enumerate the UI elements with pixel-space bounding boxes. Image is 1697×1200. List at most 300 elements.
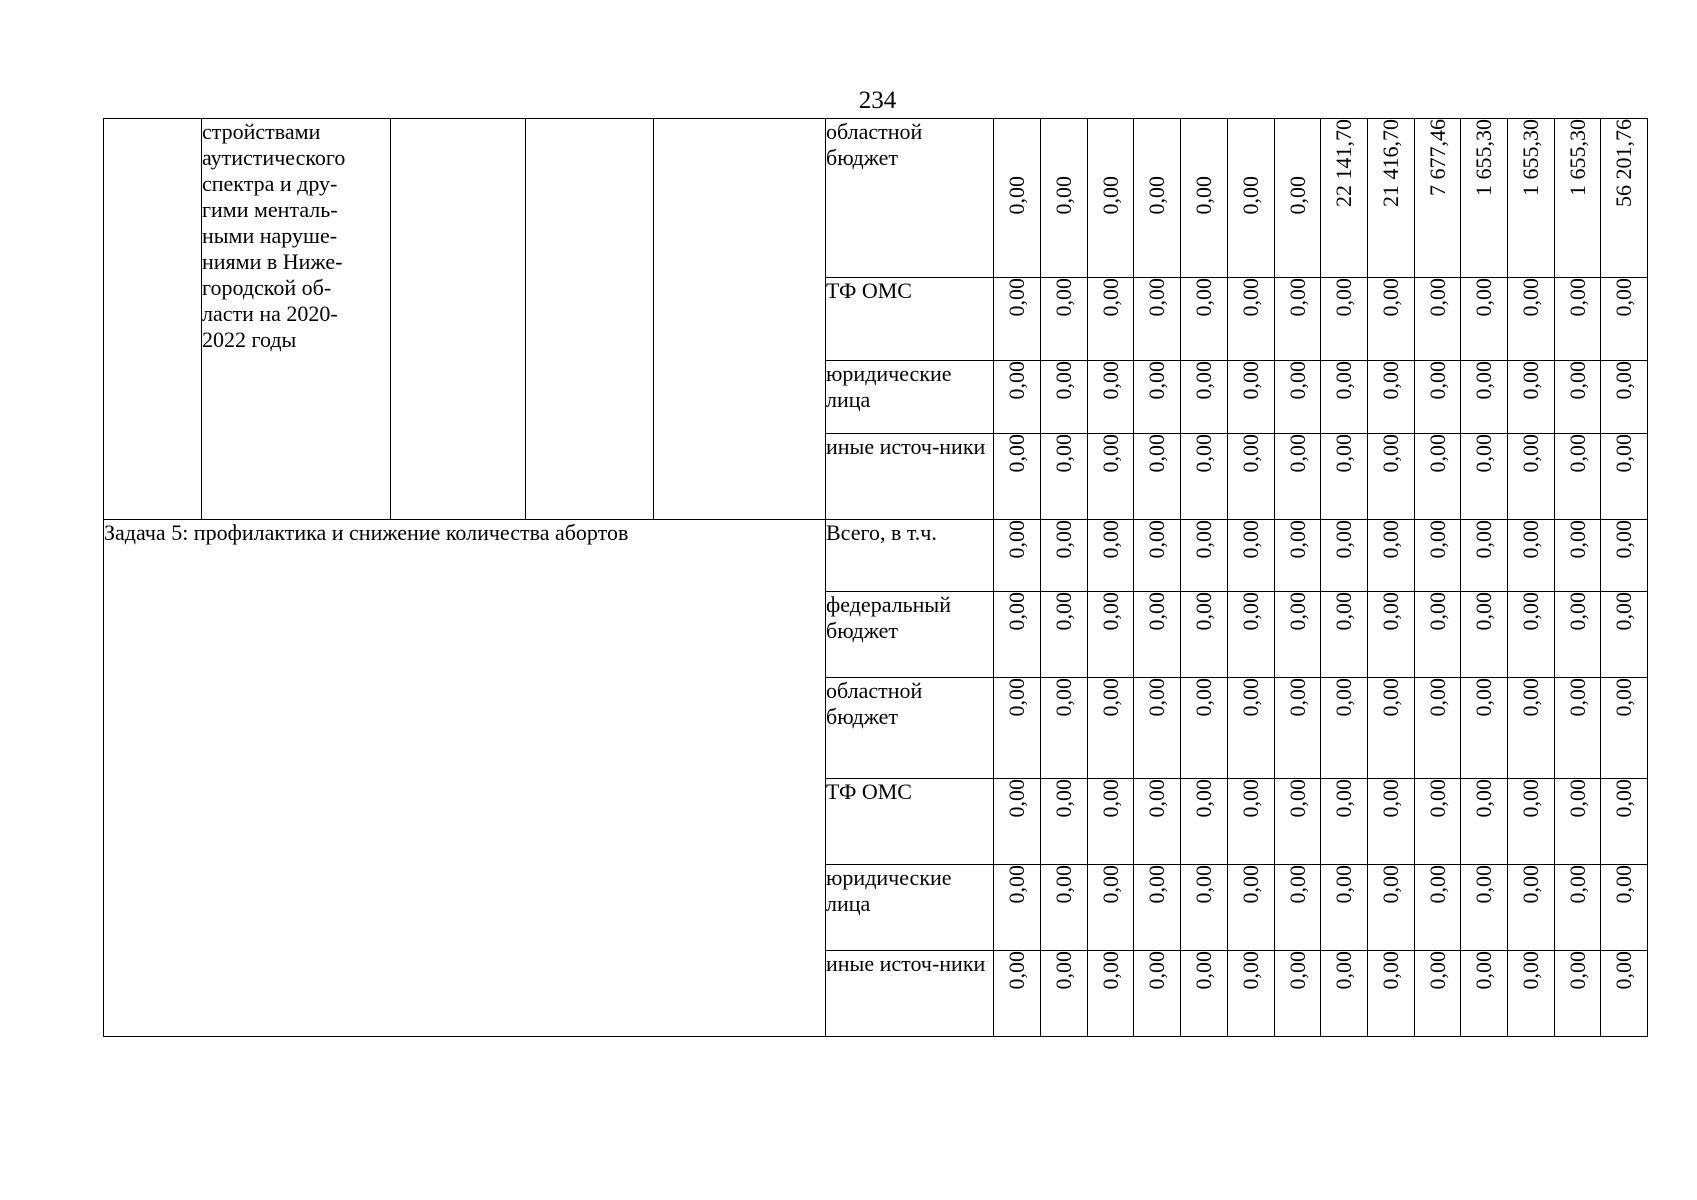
value-text: 0,00 (1378, 865, 1403, 904)
value-cell (1555, 951, 1601, 1037)
value-cell (1275, 779, 1321, 865)
value-cell (1275, 520, 1321, 592)
task-title: Задача 5: профилактика и снижение количества абортов (104, 520, 826, 1037)
value-cell (1041, 119, 1088, 278)
value-text: 0,00 (1518, 434, 1543, 473)
funding-source: иные источ-ники (826, 434, 994, 520)
value-cell (1088, 951, 1134, 1037)
value-text: 0,00 (1097, 951, 1123, 990)
value-cell (1275, 951, 1321, 1037)
value-cell (1461, 278, 1508, 361)
number-cell (104, 119, 202, 520)
value-cell (1321, 951, 1368, 1037)
value-text: 0,00 (1238, 951, 1263, 990)
funding-source: Всего, в т.ч. (826, 520, 994, 592)
value-text: 0,00 (1331, 361, 1356, 400)
value-text: 0,00 (1378, 434, 1403, 473)
value-cell (1508, 361, 1555, 434)
value-text: 0,00 (1051, 175, 1076, 215)
empty-cell (391, 119, 526, 520)
value-text: 0,00 (1004, 520, 1029, 559)
value-cell (1368, 119, 1415, 278)
value-cell (1275, 361, 1321, 434)
value-cell (1368, 951, 1415, 1037)
value-cell (1041, 779, 1088, 865)
value-cell (1134, 779, 1181, 865)
description-line: спектра и дру- (202, 171, 338, 196)
value-text: 0,00 (1004, 434, 1029, 473)
value-text: 0,00 (1238, 592, 1263, 631)
value-cell (1415, 119, 1461, 278)
funding-source: областной бюджет (826, 678, 994, 779)
value-cell (1321, 361, 1368, 434)
value-text: 0,00 (1284, 434, 1310, 473)
value-text: 0,00 (1144, 592, 1169, 631)
value-text: 0,00 (1051, 361, 1076, 400)
value-text: 0,00 (1331, 434, 1356, 473)
value-cell (1275, 119, 1321, 278)
value-cell (1088, 865, 1134, 951)
value-text: 0,00 (1144, 951, 1169, 990)
value-text: 0,00 (1051, 278, 1076, 317)
value-cell (1555, 678, 1601, 779)
value-text: 0,00 (1191, 434, 1216, 473)
value-cell (1601, 434, 1648, 520)
value-text: 0,00 (1004, 592, 1029, 631)
value-text: 0,00 (1004, 278, 1029, 317)
value-text: 0,00 (1004, 951, 1029, 990)
value-cell (1368, 278, 1415, 361)
value-cell (1461, 361, 1508, 434)
value-cell (1134, 520, 1181, 592)
empty-cell (526, 119, 654, 520)
value-text: 0,00 (1518, 951, 1543, 990)
value-cell (1461, 119, 1508, 278)
value-text: 0,00 (1378, 678, 1403, 717)
value-cell (1275, 434, 1321, 520)
value-cell (1041, 278, 1088, 361)
value-cell (1601, 678, 1648, 779)
value-cell (1601, 951, 1648, 1037)
description-line: гими менталь- (202, 197, 338, 222)
value-cell (1601, 119, 1648, 278)
funding-source: областной бюджет (826, 119, 994, 278)
value-cell (994, 678, 1041, 779)
value-cell (1134, 865, 1181, 951)
value-cell (1368, 434, 1415, 520)
value-cell (1415, 951, 1461, 1037)
value-cell (1228, 779, 1275, 865)
value-text: 0,00 (1144, 779, 1169, 818)
value-text: 0,00 (1284, 361, 1310, 400)
table-row (104, 119, 1648, 278)
value-text: 56 201,76 (1611, 119, 1636, 207)
value-cell (1601, 865, 1648, 951)
value-text: 0,00 (1564, 434, 1590, 473)
value-text: 0,00 (1051, 520, 1076, 559)
value-text: 0,00 (1424, 678, 1450, 717)
description-line: аутистического (202, 145, 346, 170)
value-text: 0,00 (1518, 361, 1543, 400)
value-cell (1555, 119, 1601, 278)
value-cell (1181, 779, 1228, 865)
value-cell (1228, 434, 1275, 520)
value-cell (1181, 592, 1228, 678)
value-cell (1321, 865, 1368, 951)
value-text: 0,00 (1238, 175, 1263, 215)
value-text: 7 677,46 (1424, 119, 1450, 196)
value-cell (1181, 520, 1228, 592)
value-cell (1275, 278, 1321, 361)
value-cell (1134, 592, 1181, 678)
value-cell (1368, 779, 1415, 865)
value-cell (1041, 361, 1088, 434)
value-cell (1321, 434, 1368, 520)
value-text: 0,00 (1097, 434, 1123, 473)
value-text: 0,00 (1611, 278, 1636, 317)
value-text: 0,00 (1144, 361, 1169, 400)
value-cell (1041, 434, 1088, 520)
value-cell (1508, 865, 1555, 951)
value-text: 0,00 (1191, 278, 1216, 317)
value-text: 0,00 (1051, 678, 1076, 717)
value-text: 0,00 (1471, 779, 1496, 818)
value-cell (1415, 865, 1461, 951)
value-cell (1601, 361, 1648, 434)
value-text: 0,00 (1284, 520, 1310, 559)
value-cell (1555, 779, 1601, 865)
value-text: 0,00 (1004, 865, 1029, 904)
value-cell (1181, 678, 1228, 779)
value-text: 0,00 (1144, 278, 1169, 317)
value-cell (1181, 865, 1228, 951)
value-text: 0,00 (1331, 865, 1356, 904)
value-cell (1228, 678, 1275, 779)
value-cell (1508, 779, 1555, 865)
value-cell (1601, 592, 1648, 678)
value-cell (1228, 951, 1275, 1037)
value-text: 0,00 (1378, 951, 1403, 990)
value-cell (1228, 361, 1275, 434)
value-text: 0,00 (1518, 592, 1543, 631)
value-cell (1134, 278, 1181, 361)
value-text: 0,00 (1471, 865, 1496, 904)
value-text: 0,00 (1097, 520, 1123, 559)
value-text: 0,00 (1471, 361, 1496, 400)
value-cell (1228, 119, 1275, 278)
value-text: 0,00 (1611, 951, 1636, 990)
value-cell (1461, 434, 1508, 520)
value-cell (1181, 434, 1228, 520)
value-text: 0,00 (1378, 520, 1403, 559)
value-text: 0,00 (1238, 434, 1263, 473)
value-text: 0,00 (1284, 779, 1310, 818)
value-text: 0,00 (1238, 678, 1263, 717)
value-cell (1088, 361, 1134, 434)
value-cell (1041, 951, 1088, 1037)
value-cell (1134, 951, 1181, 1037)
description-cell (202, 119, 391, 520)
value-text: 0,00 (1331, 520, 1356, 559)
value-text: 0,00 (1144, 434, 1169, 473)
value-cell (1415, 678, 1461, 779)
value-text: 0,00 (1471, 951, 1496, 990)
value-text: 0,00 (1191, 592, 1216, 631)
value-text: 0,00 (1284, 278, 1310, 317)
value-text: 0,00 (1564, 779, 1590, 818)
value-text: 0,00 (1611, 361, 1636, 400)
value-cell (1088, 119, 1134, 278)
value-cell (1508, 592, 1555, 678)
value-text: 0,00 (1564, 520, 1590, 559)
value-cell (994, 278, 1041, 361)
value-text: 1 655,30 (1471, 119, 1496, 196)
value-cell (1415, 520, 1461, 592)
value-text: 0,00 (1144, 678, 1169, 717)
value-text: 0,00 (1238, 520, 1263, 559)
value-cell (1321, 119, 1368, 278)
value-text: 0,00 (1378, 592, 1403, 631)
empty-cell (654, 119, 826, 520)
value-text: 0,00 (1471, 434, 1496, 473)
value-cell (1041, 520, 1088, 592)
value-text: 0,00 (1284, 175, 1310, 215)
value-cell (994, 951, 1041, 1037)
value-text: 0,00 (1611, 520, 1636, 559)
value-text: 0,00 (1378, 361, 1403, 400)
value-text: 0,00 (1331, 278, 1356, 317)
value-cell (1368, 361, 1415, 434)
value-text: 0,00 (1424, 779, 1450, 818)
funding-source: ТФ ОМС (826, 779, 994, 865)
value-text: 0,00 (1097, 592, 1123, 631)
value-cell (1415, 361, 1461, 434)
page-number: 234 (858, 87, 897, 114)
value-text: 0,00 (1144, 865, 1169, 904)
value-cell (1088, 592, 1134, 678)
value-text: 0,00 (1424, 951, 1450, 990)
value-cell (1555, 361, 1601, 434)
value-cell (994, 592, 1041, 678)
description-line: ными наруше- (202, 223, 338, 248)
funding-source: ТФ ОМС (826, 278, 994, 361)
value-text: 0,00 (1097, 779, 1123, 818)
value-cell (1041, 592, 1088, 678)
value-text: 0,00 (1611, 865, 1636, 904)
value-cell (1275, 865, 1321, 951)
value-cell (1088, 678, 1134, 779)
value-text: 0,00 (1378, 779, 1403, 818)
value-text: 0,00 (1051, 434, 1076, 473)
value-cell (1134, 434, 1181, 520)
value-text: 0,00 (1331, 592, 1356, 631)
value-text: 0,00 (1471, 278, 1496, 317)
value-cell (1228, 278, 1275, 361)
value-cell (1228, 520, 1275, 592)
value-cell (1181, 951, 1228, 1037)
value-text: 0,00 (1518, 779, 1543, 818)
value-cell (1321, 278, 1368, 361)
value-text: 0,00 (1611, 779, 1636, 818)
value-cell (1088, 779, 1134, 865)
value-cell (1181, 119, 1228, 278)
value-text: 0,00 (1424, 278, 1450, 317)
value-text: 0,00 (1051, 592, 1076, 631)
value-text: 0,00 (1238, 361, 1263, 400)
value-cell (1321, 520, 1368, 592)
funding-source: иные источ-ники (826, 951, 994, 1037)
value-cell (1461, 951, 1508, 1037)
value-cell (1415, 434, 1461, 520)
value-text: 0,00 (1004, 779, 1029, 818)
value-text: 0,00 (1424, 434, 1450, 473)
value-cell (1555, 592, 1601, 678)
value-text: 0,00 (1471, 520, 1496, 559)
value-text: 0,00 (1284, 865, 1310, 904)
value-text: 0,00 (1144, 520, 1169, 559)
value-cell (1088, 434, 1134, 520)
value-cell (1415, 779, 1461, 865)
value-text: 0,00 (1518, 278, 1543, 317)
value-text: 0,00 (1191, 779, 1216, 818)
value-text: 0,00 (1191, 361, 1216, 400)
value-text: 0,00 (1191, 865, 1216, 904)
value-cell (1601, 278, 1648, 361)
value-cell (1275, 592, 1321, 678)
value-cell (1555, 865, 1601, 951)
value-text: 1 655,30 (1518, 119, 1543, 196)
value-text: 0,00 (1424, 592, 1450, 631)
value-cell (1601, 520, 1648, 592)
value-cell (1041, 865, 1088, 951)
value-text: 0,00 (1424, 361, 1450, 400)
value-cell (1461, 865, 1508, 951)
value-text: 0,00 (1611, 592, 1636, 631)
value-text: 0,00 (1238, 278, 1263, 317)
value-text: 0,00 (1051, 779, 1076, 818)
description-line: 2022 годы (202, 327, 297, 352)
value-text: 0,00 (1051, 951, 1076, 990)
value-cell (1228, 592, 1275, 678)
value-text: 0,00 (1097, 361, 1123, 400)
funding-source: юридические лица (826, 361, 994, 434)
value-cell (1415, 592, 1461, 678)
value-text: 21 416,70 (1378, 119, 1403, 207)
value-cell (1041, 678, 1088, 779)
value-text: 0,00 (1284, 951, 1310, 990)
value-text: 0,00 (1518, 678, 1543, 717)
value-cell (1134, 678, 1181, 779)
value-cell (1555, 434, 1601, 520)
value-text: 0,00 (1284, 592, 1310, 631)
value-cell (1508, 678, 1555, 779)
description-line: стройствами (202, 119, 321, 144)
value-text: 0,00 (1004, 175, 1029, 215)
funding-source: федеральный бюджет (826, 592, 994, 678)
value-text: 0,00 (1004, 678, 1029, 717)
value-cell (994, 361, 1041, 434)
table-row (104, 520, 1648, 592)
value-cell (1555, 520, 1601, 592)
value-text: 0,00 (1424, 520, 1450, 559)
value-cell (1508, 119, 1555, 278)
value-text: 0,00 (1471, 678, 1496, 717)
value-cell (1134, 361, 1181, 434)
value-text: 0,00 (1238, 865, 1263, 904)
value-cell (1368, 865, 1415, 951)
value-text: 0,00 (1097, 865, 1123, 904)
value-text: 0,00 (1191, 175, 1216, 215)
value-cell (994, 520, 1041, 592)
value-text: 1 655,30 (1564, 119, 1590, 196)
value-text: 0,00 (1331, 678, 1356, 717)
value-cell (1275, 678, 1321, 779)
value-cell (1088, 520, 1134, 592)
value-cell (1508, 434, 1555, 520)
value-cell (994, 434, 1041, 520)
value-cell (1134, 119, 1181, 278)
value-cell (1228, 865, 1275, 951)
description-line: ниями в Ниже- (202, 249, 343, 274)
value-cell (1415, 278, 1461, 361)
value-cell (1555, 278, 1601, 361)
value-text: 0,00 (1284, 678, 1310, 717)
value-text: 0,00 (1191, 951, 1216, 990)
value-text: 0,00 (1611, 678, 1636, 717)
value-cell (994, 779, 1041, 865)
value-text: 0,00 (1518, 865, 1543, 904)
value-text: 0,00 (1424, 865, 1450, 904)
value-text: 0,00 (1564, 592, 1590, 631)
value-cell (1368, 592, 1415, 678)
value-cell (1088, 278, 1134, 361)
value-cell (1461, 779, 1508, 865)
value-text: 0,00 (1097, 678, 1123, 717)
description-line: городской об- (202, 275, 332, 300)
value-text: 0,00 (1191, 678, 1216, 717)
value-cell (1181, 361, 1228, 434)
value-text: 0,00 (1331, 779, 1356, 818)
value-cell (1368, 520, 1415, 592)
budget-table (103, 118, 1648, 1037)
value-text: 0,00 (1564, 678, 1590, 717)
value-cell (1181, 278, 1228, 361)
value-cell (1461, 520, 1508, 592)
value-text: 0,00 (1051, 865, 1076, 904)
value-text: 0,00 (1191, 520, 1216, 559)
value-text: 0,00 (1471, 592, 1496, 631)
value-text: 0,00 (1564, 361, 1590, 400)
value-text: 0,00 (1378, 278, 1403, 317)
value-text: 0,00 (1331, 951, 1356, 990)
value-cell (1368, 678, 1415, 779)
value-text: 0,00 (1238, 779, 1263, 818)
value-text: 0,00 (1611, 434, 1636, 473)
funding-source: юридические лица (826, 865, 994, 951)
value-text: 22 141,70 (1331, 119, 1356, 207)
value-cell (1601, 779, 1648, 865)
value-text: 0,00 (1097, 278, 1123, 317)
value-text: 0,00 (1144, 175, 1169, 215)
value-cell (1508, 951, 1555, 1037)
value-cell (1321, 592, 1368, 678)
value-text: 0,00 (1564, 865, 1590, 904)
value-cell (1508, 520, 1555, 592)
value-cell (1461, 678, 1508, 779)
value-cell (1461, 592, 1508, 678)
value-text: 0,00 (1564, 278, 1590, 317)
value-text: 0,00 (1004, 361, 1029, 400)
